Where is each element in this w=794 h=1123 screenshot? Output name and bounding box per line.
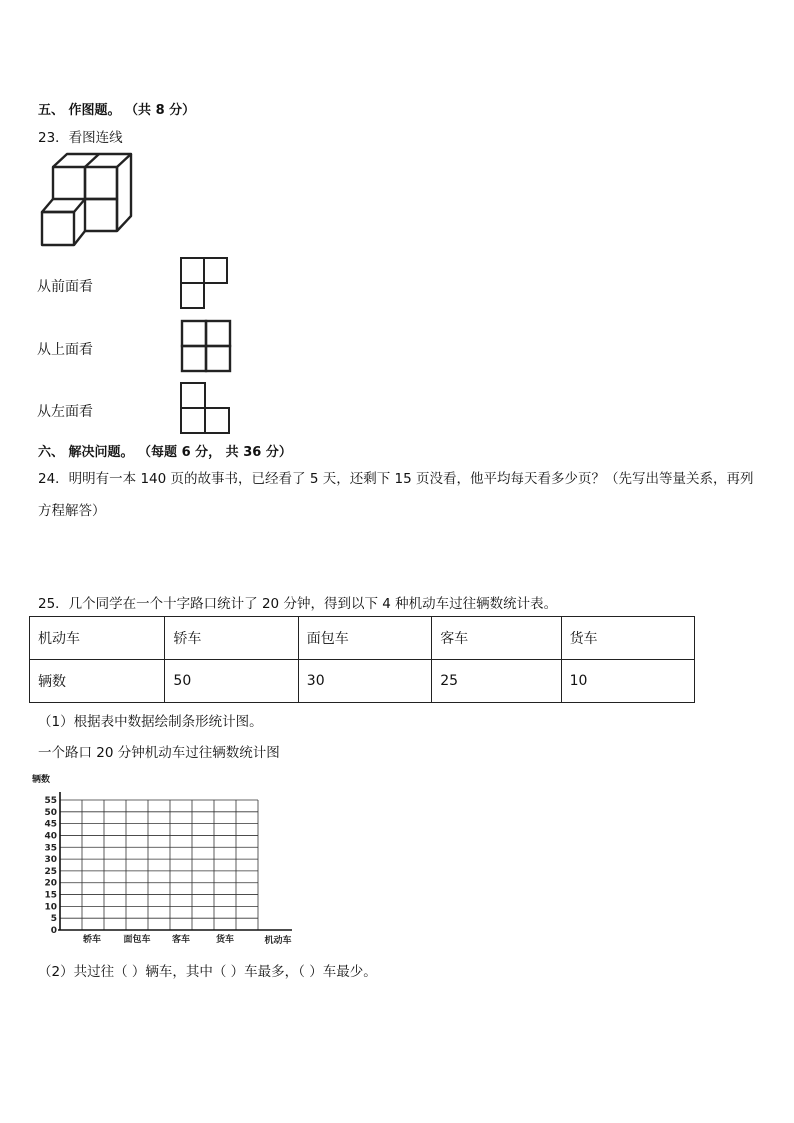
sub-question-1: （1）根据表中数据绘制条形统计图。 [38,714,263,730]
view-label-front: 从前面看 [37,279,93,295]
chart-title: 一个路口 20 分钟机动车过往辆数统计图 [38,745,280,761]
table-header-row [30,617,695,660]
question-24-line-2: 方程解答） [38,503,106,519]
table-cell: 货车 [561,617,694,660]
y-tick-label: 30 [44,855,57,866]
table-cell: 50 [165,660,298,703]
cube-stack-figure [38,150,133,250]
y-tick-label: 45 [44,819,57,830]
y-tick-label: 10 [44,902,57,913]
x-category-label: 客车 [171,935,191,945]
cube-face [42,212,74,245]
y-axis-label: 辆数 [32,775,51,785]
view-label-top: 从上面看 [37,342,93,358]
view-shape-3 [180,382,232,436]
y-tick-label: 20 [44,878,57,889]
view-label-left: 从左面看 [37,404,93,420]
question-24-line-1: 24．明明有一本 140 页的故事书，已经看了 5 天，还剩下 15 页没看，他平均每天看多少页？（先写出等量关系，再列 [38,471,754,487]
x-axis-label: 机动车 [264,936,292,946]
y-tick-label: 15 [44,890,57,901]
table-row [30,660,695,703]
x-category-label: 货车 [215,935,235,945]
table-cell: 辆数 [30,660,165,703]
sub-question-2: （2）共过往（ ）辆车，其中（ ）车最多，（ ）车最少。 [38,964,377,980]
table-cell: 机动车 [30,617,165,660]
table-cell: 客车 [432,617,561,660]
section-5-title: 五、 作图题。 （共 8 分） [38,103,196,118]
y-tick-label: 40 [44,831,57,842]
view-shape-1 [180,257,230,311]
table-cell: 25 [432,660,561,703]
bar-chart-grid [30,770,310,948]
x-category-label: 面包车 [123,935,151,945]
y-tick-label: 55 [44,796,57,806]
y-tick-label: 5 [50,914,57,925]
table-cell: 轿车 [165,617,298,660]
question-23-title: 23．看图连线 [38,130,123,146]
table-cell: 30 [298,660,431,703]
view-shape-2 [180,320,232,374]
table-cell: 10 [561,660,694,703]
section-6-title: 六、 解决问题。 （每题 6 分， 共 36 分） [38,445,292,460]
table-cell: 面包车 [298,617,431,660]
y-tick-label: 35 [44,843,57,854]
y-tick-label: 0 [50,926,57,936]
x-category-label: 轿车 [82,935,102,945]
question-25-title: 25．几个同学在一个十字路口统计了 20 分钟，得到以下 4 种机动车过往辆数统计表。 [38,596,558,612]
y-tick-label: 25 [44,866,57,877]
cube-face [85,199,117,231]
y-tick-label: 50 [44,807,57,818]
cube-face [85,167,117,199]
vehicle-count-table [29,616,695,703]
cube-face [53,167,85,199]
